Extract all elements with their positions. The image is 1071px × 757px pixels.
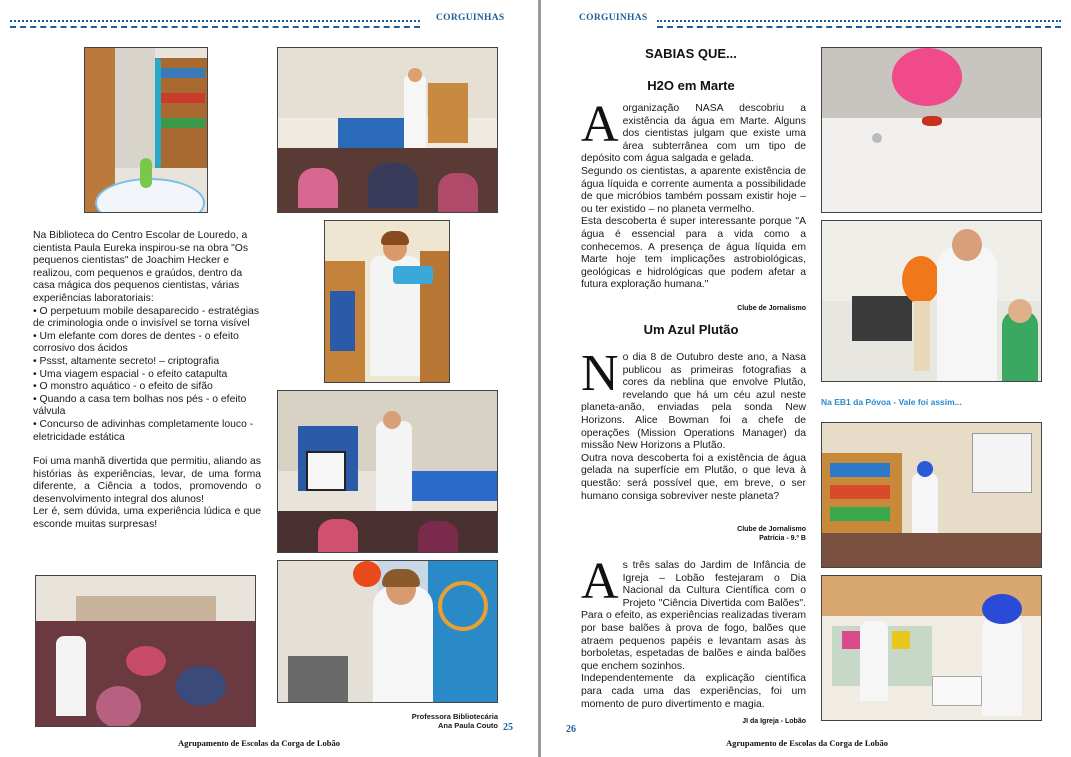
audience-photo <box>35 575 256 727</box>
photo-caption: Na EB1 da Póvoa - Vale foi assim... <box>821 397 962 407</box>
dropcap: N <box>581 345 619 402</box>
header-rule <box>657 26 1061 28</box>
article-title: H2O em Marte <box>647 78 735 93</box>
article-body: s três salas do Jardim de Infância de Igreja – Lobão festejaram o Dia Nacional da Cultura Científica com o Projeto "Ciência Divertida com Balões". Para o efeito, as experiências realizadas tiveram por base balões à prova de fogo, balões que atraem pequenos papéis e levantam asas às borboletas, espetadas de balões e ainda balões que enchem sozinhos. <box>581 560 806 672</box>
list-item: • O perpetuum mobile desaparecido - estratégias de criminologia onde o invisível se torna visível <box>33 306 261 331</box>
article-body: Independentemente da explicação científica para cada uma das experiências, foi um momento de puro divertimento e magia. <box>581 673 806 710</box>
footer-school: Agrupamento de Escolas da Corga de Lobão <box>726 738 888 748</box>
running-title: CORGUINHAS <box>579 13 648 23</box>
kindergarten-article <box>581 553 806 711</box>
article-credit: JI da Igreja - Lobão <box>742 718 806 725</box>
list-item: • Quando a casa tem bolhas nos pés - o efeito válvula <box>33 394 261 419</box>
credit-line: Patrícia - 9.º B <box>759 535 806 542</box>
experiment-list <box>33 306 261 445</box>
balloon-photo <box>277 560 498 703</box>
classroom-photo-2 <box>277 390 498 553</box>
signature-name: Ana Paula Couto <box>437 721 498 730</box>
article-body: Outra nova descoberta foi a existência de água gelada na superfície em Plutão, o que leva à questão: será possível que, em breve, o ser humano consiga sobreviver neste planeta? <box>581 452 806 502</box>
page-number: 26 <box>566 724 576 735</box>
library-photo <box>84 47 208 213</box>
list-item: • Uma viagem espacial - o efeito catapulta <box>33 369 261 382</box>
list-item: • O monstro aquático - o efeito de sifão <box>33 381 261 394</box>
library-intro: Na Biblioteca do Centro Escolar de Louredo, a cientista Paula Eureka inspirou-se na obra "Os pequenos cientistas" de Joachim Hecker e realizou, com pequenos e graúdos, dentro da casa mágica dos pequenos cientistas, várias experiências laboratoriais: <box>33 230 249 304</box>
article-credit <box>681 525 806 543</box>
article-credit: Clube de Jornalismo <box>737 305 806 312</box>
right-page <box>541 0 1071 757</box>
page-number: 25 <box>503 722 513 733</box>
header-dots <box>657 20 1061 22</box>
header-rule <box>10 26 420 28</box>
article-body: o dia 8 de Outubro deste ano, a Nasa publicou as primeiras fotografias a cores da neblina que envolve Plutão, revelando que há um céu azul neste planeta-anão, enviadas pela sonda New Horizons. Alice Bowman foi a chefe de operações (Mission Operations Manager) da missão New Horizons a Plutão. <box>581 352 806 452</box>
list-item: • Concurso de adivinhas completamente louco - eletricidade estática <box>33 419 261 444</box>
running-title: CORGUINHAS <box>436 13 505 23</box>
classroom-photo-3 <box>821 422 1042 568</box>
teacher-photo <box>324 220 450 383</box>
orange-balloon-photo <box>821 220 1042 382</box>
credit-line: Clube de Jornalismo <box>737 526 806 533</box>
list-item: • Pssst, altamente secreto! – criptografia <box>33 356 261 369</box>
signature <box>390 712 498 730</box>
article-body: Segundo os cientistas, a aparente existência de água líquida e corrente aumenta a possibilidade de que micróbios também possam existir hoje – ou ter existido – no planeta vermelho. Esta descoberta é super interessante porque "A água é essencial para a vida como a conhecemos. A presença de água líquida em Marte hoje tem implicações astrobiológicas, geológicas e hidrológicas que podem afetar a futura exploração humana." <box>581 165 806 291</box>
pluto-article <box>581 345 806 503</box>
article-body: organização NASA descobriu a existência da água em Marte. Alguns dos cientistas julgam que existe uma área subterrânea com um tipo de depósito com água salgada e gelada. <box>581 103 806 165</box>
clown-photo <box>821 575 1042 721</box>
library-article <box>33 230 261 532</box>
section-title: SABIAS QUE... <box>645 46 737 61</box>
footer-school: Agrupamento de Escolas da Corga de Lobão <box>178 738 340 748</box>
signature-role: Professora Bibliotecária <box>411 712 498 721</box>
library-closing: Foi uma manhã divertida que permitiu, aliando as histórias às experiências, levar, de uma forma diferente, a Ciência a todos, promovendo o desenvolvimento integral dos alunos! Ler é, sem dúvida, uma experiência lúdica e que esconde muitas surpresas! <box>33 456 261 531</box>
article-title: Um Azul Plutão <box>643 322 739 337</box>
mars-article <box>581 96 806 292</box>
header-dots <box>10 20 420 22</box>
dropcap: A <box>581 96 619 153</box>
classroom-photo-1 <box>277 47 498 213</box>
list-item: • Um elefante com dores de dentes - o efeito corrosivo dos ácidos <box>33 331 261 356</box>
dropcap: A <box>581 553 619 610</box>
candle-balloon-photo <box>821 47 1042 213</box>
